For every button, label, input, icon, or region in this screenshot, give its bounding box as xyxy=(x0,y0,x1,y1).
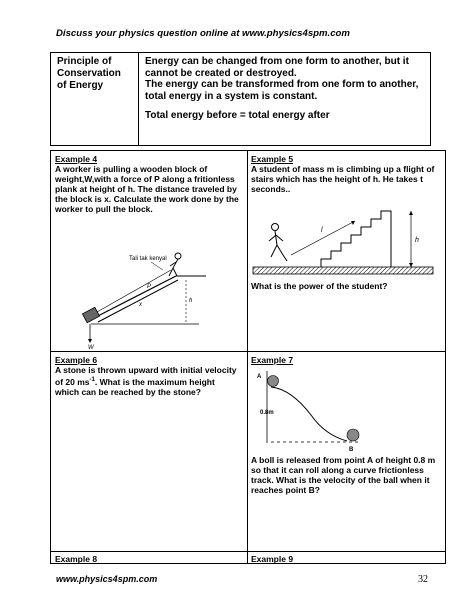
example-6-cell xyxy=(55,355,241,397)
example-8-cell xyxy=(55,554,241,564)
example-6-text-a: A stone is thrown upward with initial velocity of 20 ms xyxy=(55,365,237,387)
example-7-title: Example 7 xyxy=(251,355,294,365)
example-4-title: Example 4 xyxy=(55,154,98,164)
figure-label-l: l xyxy=(321,227,323,234)
example-7-text: A boll is released from point A of height 0.8 m so that it can roll along a curve frictionless track. What is the velocity of the ball when it reaches point B? xyxy=(251,455,436,495)
example-5-title: Example 5 xyxy=(251,154,294,164)
principle-line-2: The energy can be transformed from one form to another, total energy in a system is constant. xyxy=(145,79,419,102)
figure-label-b: B xyxy=(349,447,354,453)
example-7-text-cell xyxy=(251,455,441,495)
principle-statement xyxy=(139,53,430,145)
figure-label-h5: h xyxy=(415,237,419,244)
example-4-cell xyxy=(55,154,241,214)
example-5-text: A student of mass m is climbing up a flight of stairs which has the height of h. He takes t seconds.. xyxy=(251,164,435,194)
example-7-figure xyxy=(251,369,437,453)
principle-line-1: Energy can be changed from one form to another, but it cannot be created or destroyed. xyxy=(145,56,409,79)
example-5-figure xyxy=(251,199,437,279)
example-4-text: A worker is pulling a wooden block of weight,W,with a force of P along a fritionless plank at height of h. The distance traveled by the block is x. Calculate the work done by the worker to pull the block. xyxy=(55,164,239,214)
example-6-title: Example 6 xyxy=(55,355,98,365)
example-6-text-b: . What is the maximum height which can be reached by the stone? xyxy=(55,376,215,397)
page-header: Discuss your physics question online at www.physics4spm.com xyxy=(56,28,350,39)
figure-label-w: W xyxy=(88,345,94,351)
example-9-cell xyxy=(251,554,441,564)
example-5-cell xyxy=(251,154,441,194)
figure-label-x: x xyxy=(139,302,142,308)
example-8-title: Example 8 xyxy=(55,554,98,564)
example-5-question xyxy=(251,281,441,291)
example-5-question-text: What is the power of the student? xyxy=(251,281,388,291)
example-9-title: Example 9 xyxy=(251,554,294,564)
example-7-cell xyxy=(251,355,441,365)
page-number: 32 xyxy=(418,574,428,585)
examples-table xyxy=(50,150,446,564)
principle-box xyxy=(50,52,431,146)
figure-label-p: P xyxy=(147,284,152,290)
example-4-figure xyxy=(51,246,247,351)
figure-label-a: A xyxy=(257,374,262,380)
figure-label-rope: Tali tak kenyal xyxy=(129,256,167,262)
figure-label-h: h xyxy=(189,298,193,304)
page-footer: www.physics4spm.com xyxy=(56,574,158,584)
principle-line-3: Total energy before = total energy after xyxy=(145,110,330,121)
principle-label: Principle of Conservation of Energy xyxy=(51,53,139,145)
example-6-sup: -1 xyxy=(89,377,95,383)
example-6-text xyxy=(55,365,241,397)
figure-label-height: 0.8m xyxy=(260,410,274,416)
